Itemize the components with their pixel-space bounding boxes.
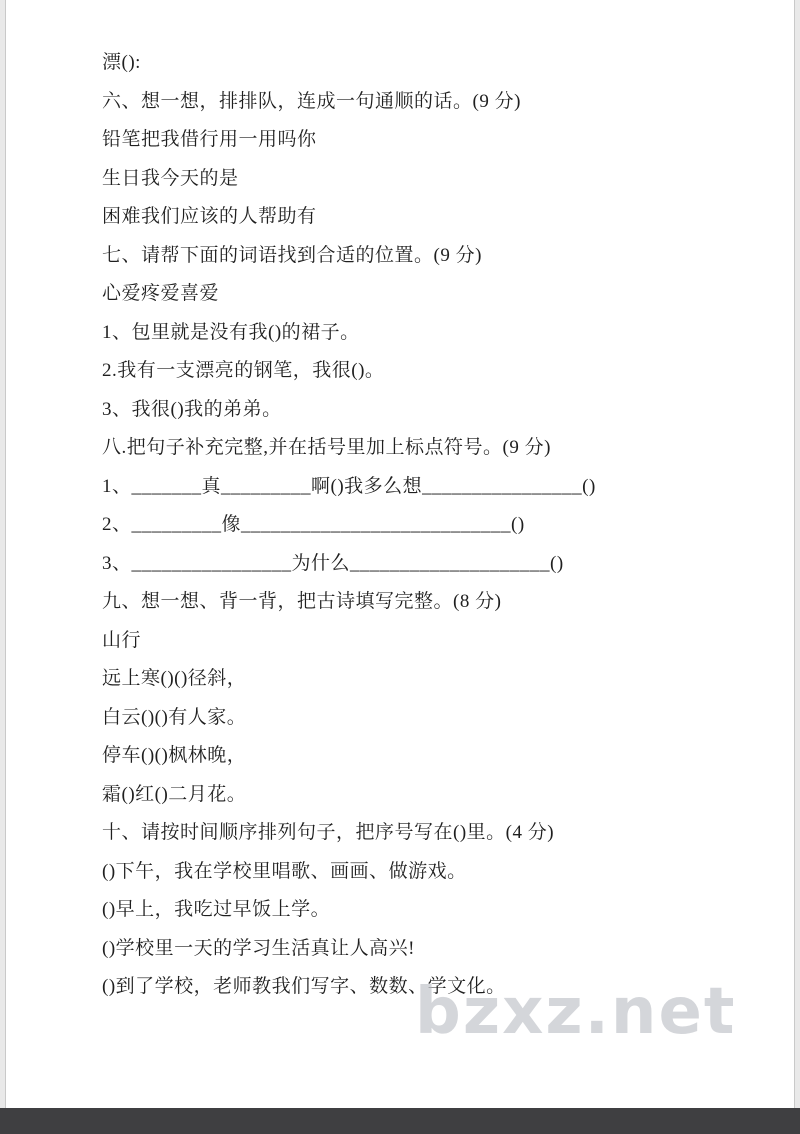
doc-line: 生日我今天的是 — [102, 167, 239, 189]
doc-line: ()学校里一天的学习生活真让人高兴! — [102, 937, 415, 959]
watermark: bzxz.net — [415, 975, 737, 1049]
doc-line: 心爱疼爱喜爱 — [102, 283, 220, 304]
bottom-bar — [0, 1108, 800, 1134]
doc-line-section-7-heading: 七、请帮下面的词语找到合适的位置。(9 分) — [102, 244, 482, 266]
doc-line-poem: 霜()红()二月花。 — [102, 783, 247, 805]
doc-line-fill-blank: 3、________________为什么____________________() — [102, 552, 564, 574]
doc-line-section-8-heading: 八.把句子补充完整,并在括号里加上标点符号。(9 分) — [102, 437, 551, 458]
doc-line: ()下午，我在学校里唱歌、画画、做游戏。 — [102, 860, 467, 882]
doc-line-fill-blank: 1、_______真_________啊()我多么想________________() — [102, 475, 596, 497]
doc-line: 3、我很()我的弟弟。 — [102, 398, 282, 420]
doc-line: ()早上，我吃过早饭上学。 — [102, 899, 331, 920]
doc-line: ()到了学校，老师教我们写字、数数、学文化。 — [102, 976, 506, 997]
doc-line: 漂(): — [102, 52, 141, 73]
doc-line-section-6-heading: 六、想一想，排排队，连成一句通顺的话。(9 分) — [102, 90, 521, 112]
doc-line: 2.我有一支漂亮的钢笔，我很()。 — [102, 360, 385, 381]
doc-line-poem: 白云()()有人家。 — [102, 706, 247, 728]
doc-line: 铅笔把我借行用一用吗你 — [102, 129, 317, 150]
doc-line-poem: 远上寒()()径斜， — [102, 668, 247, 689]
document-page — [5, 0, 795, 1108]
doc-line-section-10-heading: 十、请按时间顺序排列句子，把序号写在()里。(4 分) — [102, 822, 555, 843]
doc-line: 困难我们应该的人帮助有 — [102, 206, 317, 227]
doc-line: 1、包里就是没有我()的裙子。 — [102, 321, 360, 343]
doc-line-section-9-heading: 九、想一想、背一背，把古诗填写完整。(8 分) — [102, 591, 502, 612]
doc-line-fill-blank: 2、_________像___________________________() — [102, 514, 525, 535]
doc-line-poem: 停车()()枫林晚， — [102, 745, 247, 766]
doc-line-poem-title: 山行 — [102, 629, 142, 651]
